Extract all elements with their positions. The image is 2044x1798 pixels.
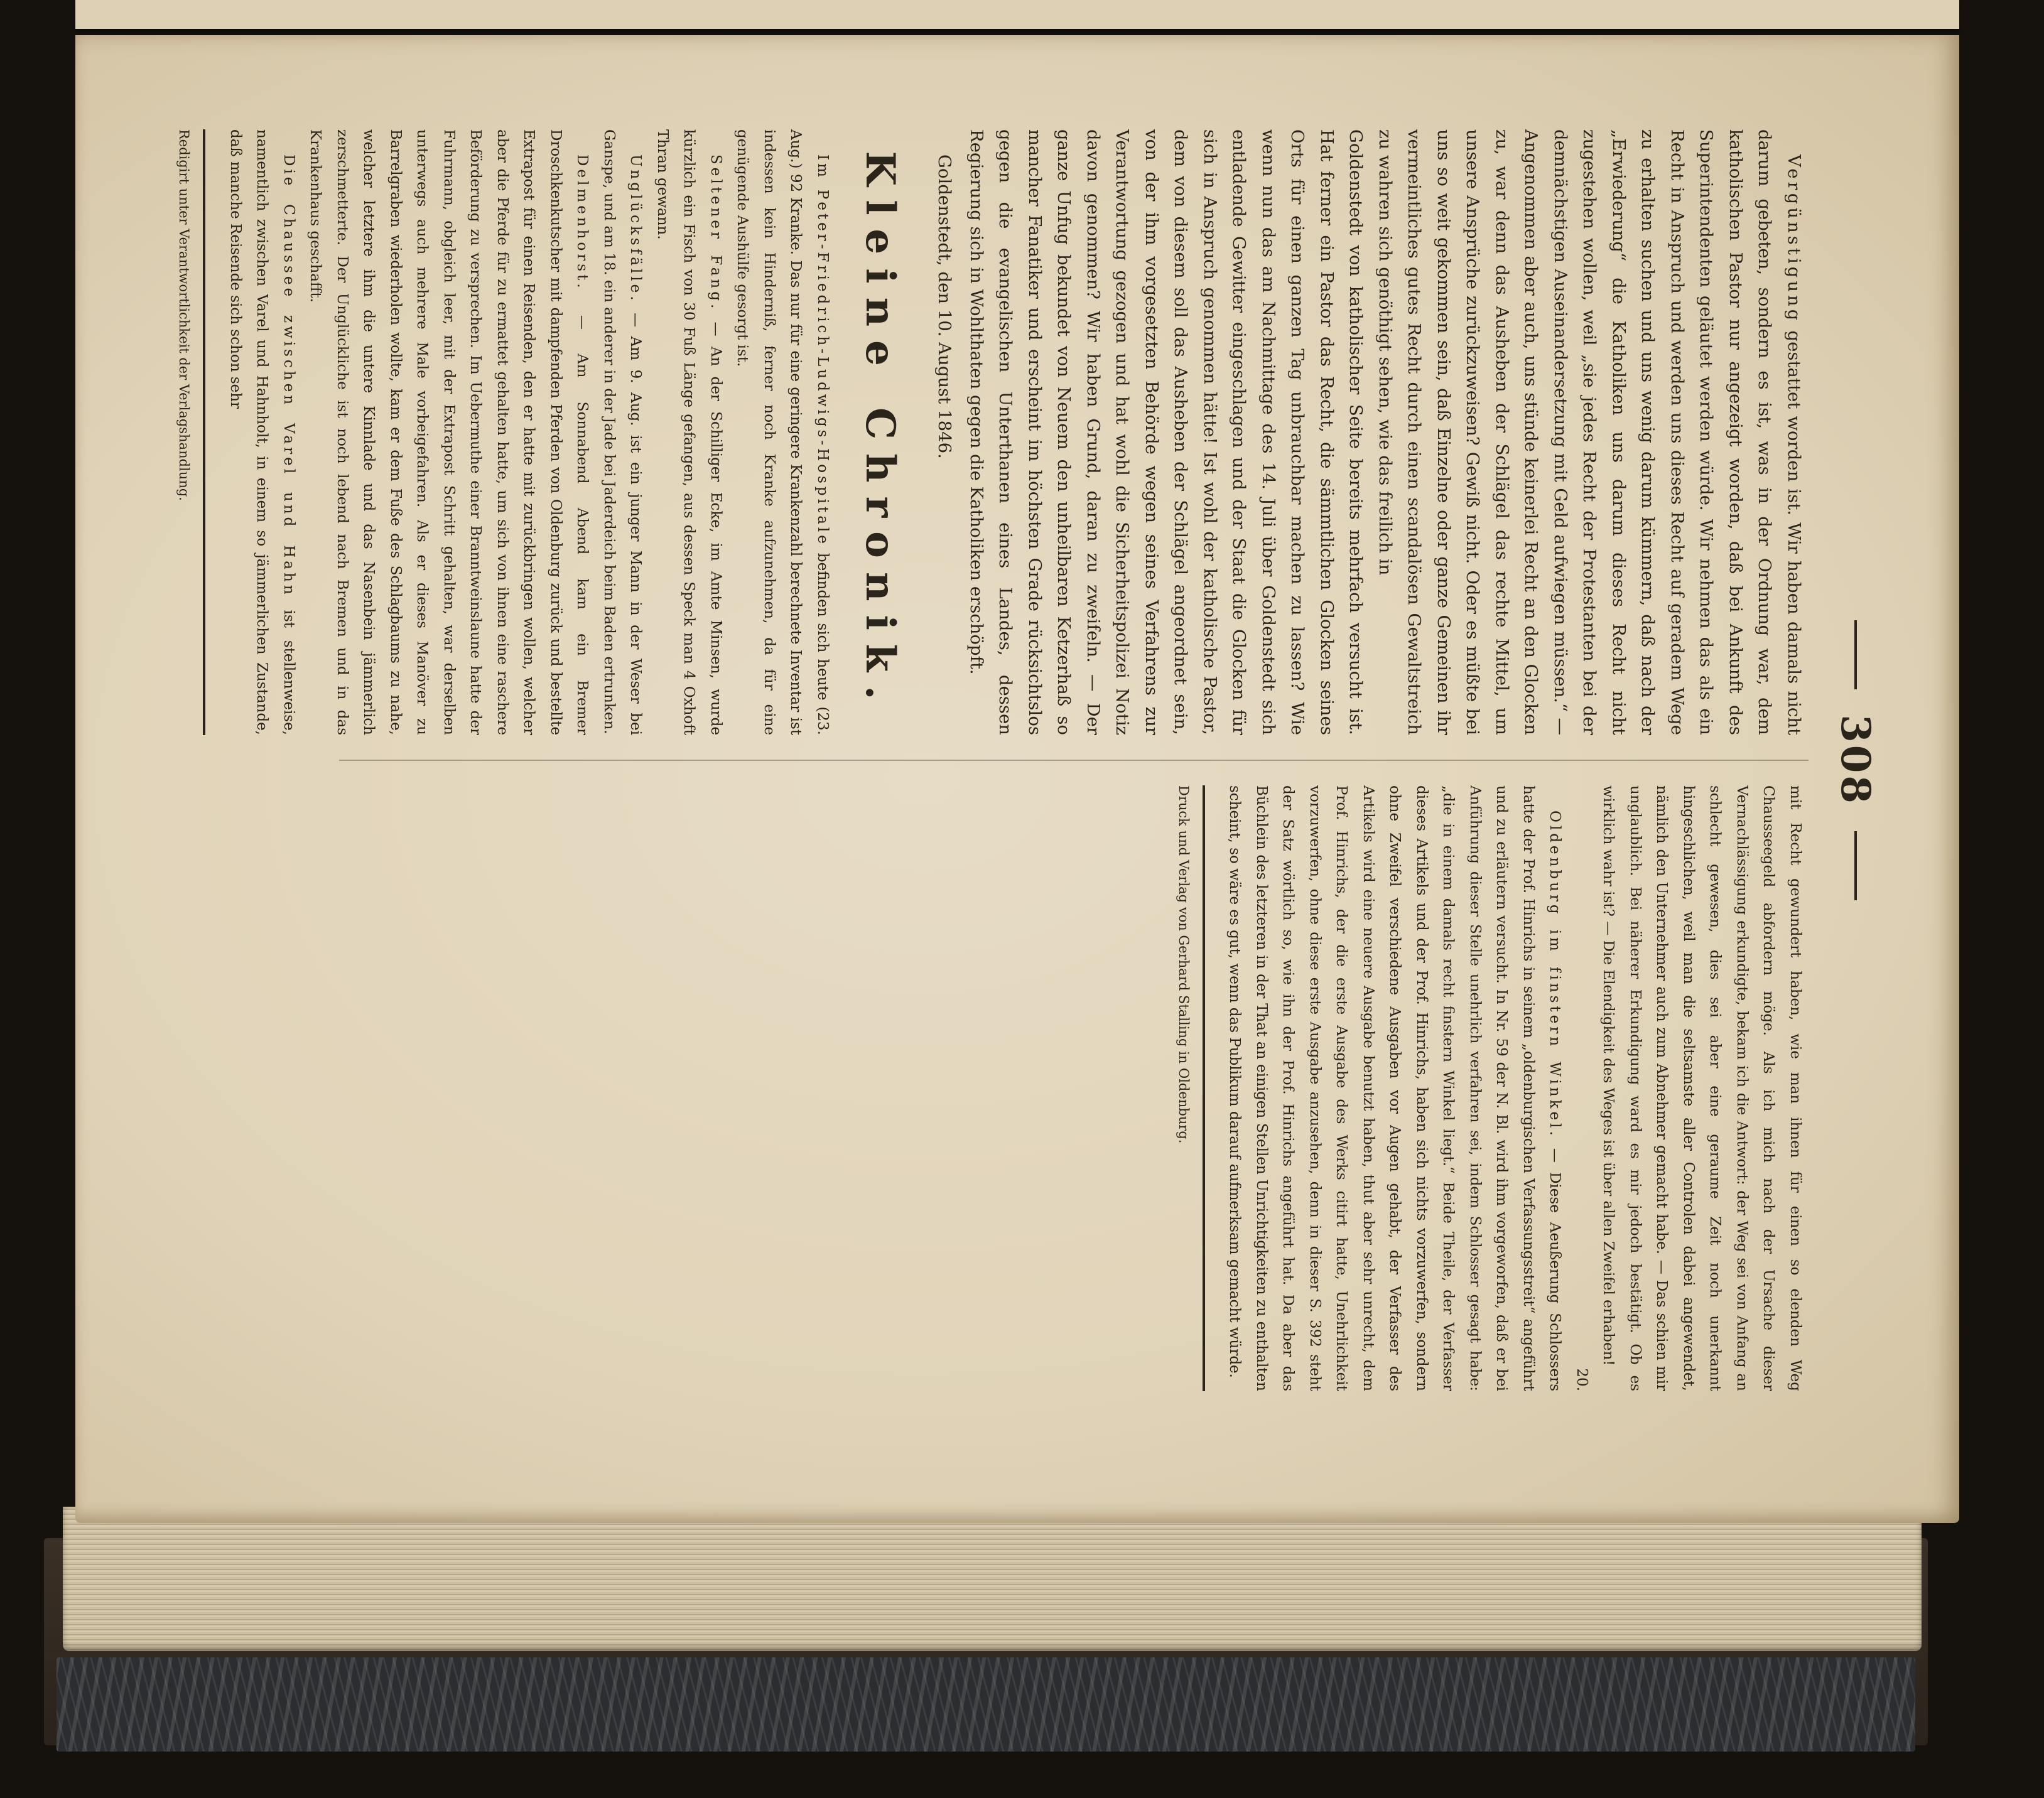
left-column (173, 129, 1809, 735)
page-header (1827, 129, 1884, 1391)
news-item-ungluck-lead: Unglücksfälle. (627, 154, 644, 304)
right-column (1172, 785, 1809, 1391)
right-paragraph-cont-text: mit Recht gewundert haben, wie man ihnen für einen so elenden Weg Chausseegeld abfordern möge. Als ich mich nach der Ursache dieser Vernachlässigung erkundigte, bekam ich die Antwort: der Weg sei von Anfang an schlecht gewesen, dies sei aber eine geraume Zeit noch unerkannt hingeschlichen, weil man die seltsamste aller Controlen dabei angewendet, nämlich den Unternehmer auch zum Abnehmer gemacht habe. — Das schien mir unglaublich. Bei näherer Erkundigung ward es mir jedoch bestätigt. Ob es wirklich wahr ist? — Die Elendigkeit des Weges ist über allen Zweifel erhaben! (1600, 785, 1803, 1391)
news-item-hospital-lead: Im Peter-Friedrich-Ludwigs-Hospitale (814, 154, 831, 547)
left-paragraph-1-lead: Vergünstigung (1784, 154, 1804, 324)
book-page (75, 35, 1959, 1523)
news-items-left (222, 129, 836, 735)
left-paragraph-2-text: Goldenstedt von katholischer Seite bereits mehrfach versucht ist. Hat ferner ein Pastor das Recht, die sämmtlichen Glocken seines Orts für einen ganzen Tag unbrauchbar machen zu lassen? Wie wenn nun das am Nachmittage des 14. Juli über Goldenstedt sich entladende Gewitter eingeschlagen und der Staat die Glocken für sich in Anspruch genommen hätte! Ist wohl der katholische Pastor, dem von diesem soll das Ausheben der Schlägel angeordnet sein, von der ihm vorgesetzten Behörde wegen seines Verfahrens zur Verantwortung gezogen und hat wohl die Sicherheitspolizei Notiz davon genommen? Wir haben Grund, daran zu zweifeln. — Der ganze Unfug bekundet von Neuem den unheilbaren Ketzerhaß so mancher Fanatiker und erscheint im höchsten Grade rücksichtslos gegen die evangelischen Unterthanen eines Landes, dessen Regierung sich in Wohlthaten gegen die Katholiken erschöpft. (966, 129, 1366, 735)
section-heading: Kleine Chronik. (857, 151, 904, 714)
page-edges (63, 1507, 1922, 1651)
header-dash-right (1854, 831, 1857, 900)
news-item-chaussee-lead: Die Chaussee zwischen Varel und Hahn (281, 154, 297, 598)
news-item-fang (649, 129, 730, 735)
imprint-left: Redigirt unter Verantwortlichkeit der Verlagshandlung. (176, 129, 192, 501)
news-item-delmenhorst-lead: Delmenhorst. (574, 154, 591, 291)
news-item-fang-lead: Seltener Fang. (708, 154, 724, 312)
news-item-oldenburg-lead: Oldenburg im finstern Winkel. (1547, 810, 1564, 1139)
news-item-fang-text: — An der Schilliger Ecke, im Amte Minsen, wurde kürzlich ein Fisch von 30 Fuß Länge gefangen, aus dessen Speck man 4 Oxhoft Thran gewann. (654, 129, 724, 736)
marbled-cover (57, 1657, 1915, 1752)
right-paragraph-cont (1595, 785, 1809, 1391)
news-item-delmenhorst (302, 129, 596, 735)
news-item-chaussee (222, 129, 303, 735)
previous-page-edge (75, 0, 1959, 29)
news-item-ungluck (596, 129, 649, 735)
news-item-ungluck-text: — Am 9. Aug. ist ein junger Mann in der Weser bei Ganspe, und am 18. ein anderer in der Jade bei Jaderdeich beim Baden ertrunken. (601, 129, 644, 735)
imprint-right: Druck und Verlag von Gerhard Stalling in Oldenburg. (1176, 785, 1191, 1144)
left-paragraph-1 (1371, 129, 1809, 735)
column-divider (339, 760, 1809, 761)
imprint-rule-right (1203, 785, 1205, 1391)
dateline: Goldenstedt, den 10. August 1846. (934, 154, 955, 459)
news-item-hospital-text: befinden sich heute (23. Aug.) 92 Kranke. Das nur für eine geringere Krankenzahl berechnete Inventar ist indessen kein Hinderniß, ferner noch Kranke aufzunehmen, da für eine genügende Aushülfe gesorgt ist. (734, 129, 831, 735)
news-item-hospital (729, 129, 836, 735)
news-item-oldenburg (1221, 785, 1569, 1391)
news-item-delmenhorst-text: — Am Sonnabend Abend kam ein Bremer Droschkenkutscher mit dampfenden Pferden von Oldenburg zurück und bestellte Extrapost für einen Reisenden, den er hatte mit zurückbringen wollen, welcher aber die Pferde für zu ermattet gehalten hatte, um sich von ihnen eine raschere Beförderung zu versprechen. Im Uebermuthe einer Branntweinslaune hatte der Fuhrmann, obgleich leer, mit der Extrapost Schritt gehalten, war derselben unterwegs auch mehrere Male vorbeigefahren. Als er dieses Manöver zu Barrelgraben wiederholen wollte, kam er dem Fuße des Schlagbaums zu nahe, welcher letztere ihm die untere Kinnlade und das Nasenbein jämmerlich zerschmetterte. Der Unglückliche ist noch lebend nach Bremen und in das Krankenhaus geschafft. (307, 129, 591, 735)
news-item-chaussee-text: ist stellenweise, namentlich zwischen Varel und Hahnholt, in einem so jämmerlichen Zustande, daß manche Reisende sich schon sehr (227, 129, 297, 735)
signature-number: 20. (1574, 1368, 1590, 1391)
left-paragraph-2 (962, 129, 1371, 735)
news-item-oldenburg-text: — Diese Aeußerung Schlossers hatte der Prof. Hinrichs in seinem „oldenburgischen Verfassungsstreit“ angeführt und zu erläutern versucht. In Nr. 59 der N. Bl. wird ihm vorgeworfen, daß er bei Anführung dieser Stelle unehrlich verfahren sei, indem Schlosser gesagt habe: „die in einem damals recht finstern Winkel liegt.“ Beide Theile, der Verfasser dieses Artikels und der Prof. Hinrichs, haben sich nichts vorzuwerfen, sondern ohne Zweifel verschiedene Ausgaben vor Augen gehabt, der Verfasser des Artikels wird eine neuere Ausgabe benutzt haben, thut aber sehr unrecht, dem Prof. Hinrichs, der die erste Ausgabe des Werks citirt hatte, Unehrlichkeit vorzuwerfen, ohne diese erste Ausgabe anzusehen, denn in dieser S. 392 steht der Satz wörtlich so, wie ihn der Prof. Hinrichs angeführt hat. Da aber das Büchlein des letzteren in der That an einigen Stellen Unrichtigkeiten zu enthalten scheint, so wäre es gut, wenn das Publikum darauf aufmerksam gemacht würde. (1226, 785, 1564, 1391)
page-number: 308 (1832, 714, 1879, 806)
header-dash-left (1854, 620, 1857, 689)
imprint-rule-left (203, 129, 206, 735)
left-paragraph-1-text: gestattet worden ist. Wir haben damals nicht darum gebeten, sondern es ist, was in der Ordnung war, dem katholischen Pastor nur angezeigt worden, daß bei Ankunft des Superintendenten geläutet werden würde. Wir nehmen das als ein Recht in Anspruch und werden uns dieses Recht auf geradem Wege zu erhalten suchen und uns wenig darum kümmern, daß nach der „Erwiederung“ die Katholiken uns darum dieses Recht nicht zugestehen wollen, weil „sie jedes Recht der Protestanten bei der demnächstigen Auseinandersetzung mit Geld aufwiegen müssen.“ — Angenommen aber auch, uns stünde keinerlei Recht an den Glocken zu, war denn das Ausheben der Schlägel das rechte Mittel, um unsere Ansprüche zurückzuweisen? Gewiß nicht. Oder es müßte bei uns so weit gekommen sein, daß Einzelne oder ganze Gemeinen ihr vermeintliches gutes Recht durch einen scandalösen Gewaltstreich zu wahren sich genöthigt sehen, wie das freilich in (1375, 129, 1804, 735)
rotated-page-content (176, 129, 1884, 1391)
